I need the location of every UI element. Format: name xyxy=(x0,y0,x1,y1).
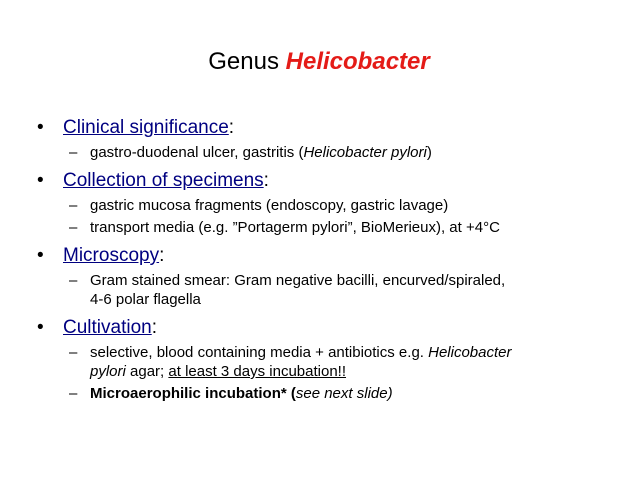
sub-item: – transport media (e.g. ”Portagerm pylori”, BioMerieux), at +4°C xyxy=(37,218,617,237)
colon: : xyxy=(263,170,269,191)
sub-item: – gastric mucosa fragments (endoscopy, gastric lavage) xyxy=(37,196,617,215)
sub-item xyxy=(37,143,617,162)
sub-item xyxy=(37,384,617,403)
collection-of-specimens-link[interactable]: Collection of specimens xyxy=(63,170,264,191)
bullet-collection-of-specimens xyxy=(37,169,617,193)
cultivation-link[interactable]: Cultivation xyxy=(63,317,152,338)
sub-item xyxy=(37,271,617,309)
clinical-significance-link[interactable]: Clinical significance xyxy=(63,117,229,138)
colon: : xyxy=(159,245,165,266)
sub-italic: Helicobacter pylori xyxy=(303,144,427,161)
sub-item xyxy=(37,343,617,381)
sub-italic: pylori xyxy=(90,363,126,380)
sub-text-end: ) xyxy=(426,144,432,161)
bullet-cultivation xyxy=(37,316,617,340)
sub-italic: Helicobacter xyxy=(428,344,512,361)
collection-subitems xyxy=(37,196,617,237)
sub-text: gastro-duodenal ulcer, gastritis ( xyxy=(90,144,304,161)
title-prefix: Genus xyxy=(208,48,286,75)
sub-italic: see next slide) xyxy=(295,385,393,402)
sub-bold: Microaerophilic incubation* ( xyxy=(90,385,296,402)
sub-text: selective, blood containing media + antibiotics e.g. xyxy=(90,344,429,361)
bullet-microscopy xyxy=(37,244,617,268)
sub-text: agar; xyxy=(125,363,169,380)
sub-line-1: Gram stained smear: Gram negative bacilli, encurved/spiraled, xyxy=(90,272,506,289)
sub-underline: at least 3 days incubation!! xyxy=(168,363,347,380)
title-genus: Helicobacter xyxy=(285,48,430,75)
colon: : xyxy=(228,117,235,138)
colon: : xyxy=(151,317,157,338)
microscopy-link[interactable]: Microscopy xyxy=(63,245,160,266)
microscopy-subitems xyxy=(37,271,617,309)
slide-title xyxy=(0,48,638,76)
clinical-subitems xyxy=(37,143,617,162)
cultivation-subitems xyxy=(37,343,617,403)
bullet-clinical-significance xyxy=(37,116,617,140)
sub-line-2: 4-6 polar flagella xyxy=(90,291,201,308)
slide-content xyxy=(37,116,617,410)
